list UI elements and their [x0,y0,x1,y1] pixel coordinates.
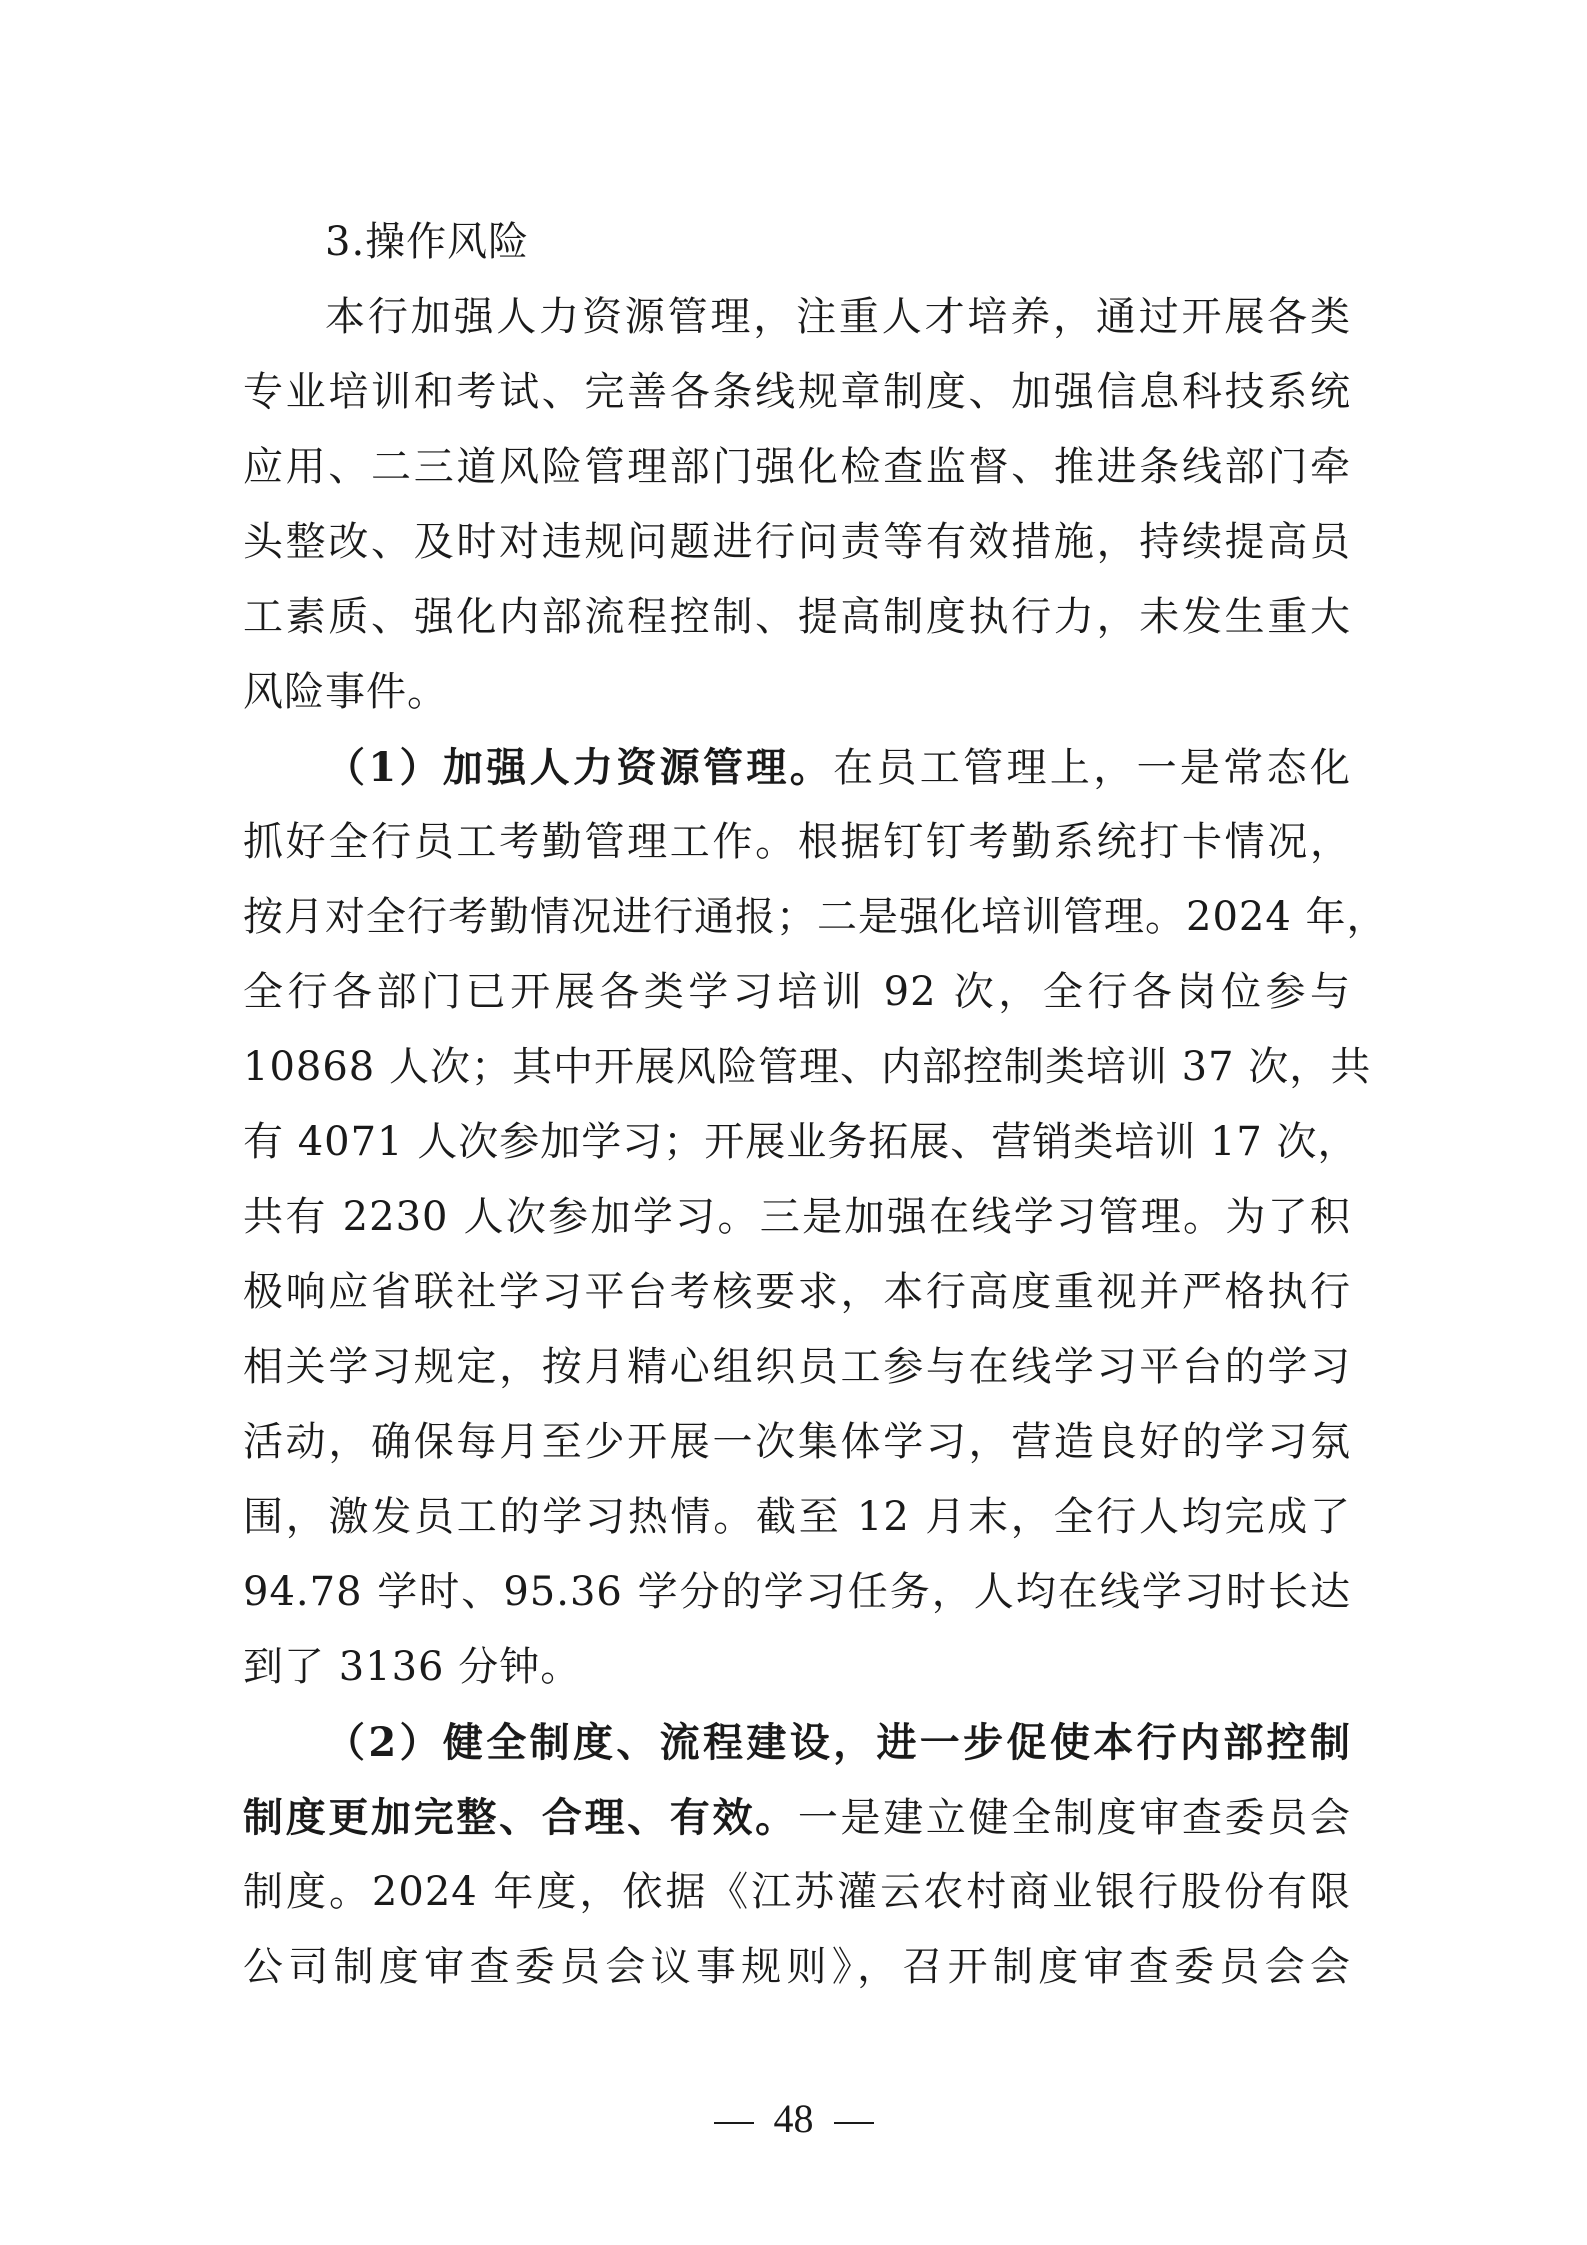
page-body [243,205,1388,2005]
text-run: 一是建立健全制度审查委员会 [797,1795,1352,1841]
text-line: 极响应省联社学习平台考核要求，本行高度重视并严格执行 [243,1269,1351,1315]
paragraph-hr-management [243,730,1388,1705]
paragraph-operational-risk-intro [243,280,1351,730]
text-line [243,730,1351,805]
paragraph-institution-building [243,1705,1351,2005]
text-line: 制度。2024 年度，依据《江苏灌云农村商业银行股份有限 [243,1869,1351,1915]
bold-subheading: 制度更加完整、合理、有效。 [243,1794,798,1841]
text-line: 风险事件。 [243,669,448,715]
text-line: 相关学习规定，按月精心组织员工参与在线学习平台的学习 [243,1344,1351,1390]
text-line: 头整改、及时对违规问题进行问责等有效措施，持续提高员 [243,519,1351,565]
text-line: 共有 2230 人次参加学习。三是加强在线学习管理。为了积 [243,1194,1351,1240]
text-line: 围，激发员工的学习热情。截至 12 月末，全行人均完成了 [243,1494,1351,1540]
bold-subheading: （2）健全制度、流程建设，进一步促使本行内部控制 [325,1719,1351,1766]
dash-right [834,2122,874,2124]
section-heading: 3.操作风险 [325,219,530,265]
text-line: 按月对全行考勤情况进行通报；二是强化培训管理。2024 年， [243,894,1388,940]
bold-subheading: （1）加强人力资源管理。 [325,744,834,791]
text-line: 本行加强人力资源管理，注重人才培养，通过开展各类 [325,294,1351,340]
text-line: 全行各部门已开展各类学习培训 92 次，全行各岗位参与 [243,969,1351,1015]
text-line: 94.78 学时、95.36 学分的学习任务，人均在线学习时长达 [243,1569,1351,1615]
page-number: 48 [773,2096,814,2141]
page-footer [0,2095,1587,2142]
text-line: 抓好全行员工考勤管理工作。根据钉钉考勤系统打卡情况， [243,819,1351,865]
text-line: 有 4071 人次参加学习；开展业务拓展、营销类培训 17 次， [243,1119,1359,1165]
text-line: 工素质、强化内部流程控制、提高制度执行力，未发生重大 [243,594,1351,640]
text-line: 活动，确保每月至少开展一次集体学习，营造良好的学习氛 [243,1419,1351,1465]
text-line: 专业培训和考试、完善各条线规章制度、加强信息科技系统 [243,369,1351,415]
text-run: 在员工管理上，一是常态化 [833,745,1351,791]
text-line: 应用、二三道风险管理部门强化检查监督、推进条线部门牵 [243,444,1351,490]
text-line [243,1780,1351,1855]
dash-left [714,2122,754,2124]
text-line: 到了 3136 分钟。 [243,1644,582,1690]
text-line: 10868 人次；其中开展风险管理、内部控制类培训 37 次，共 [243,1044,1372,1090]
text-line: 公司制度审查委员会议事规则》，召开制度审查委员会会 [243,1944,1351,1990]
